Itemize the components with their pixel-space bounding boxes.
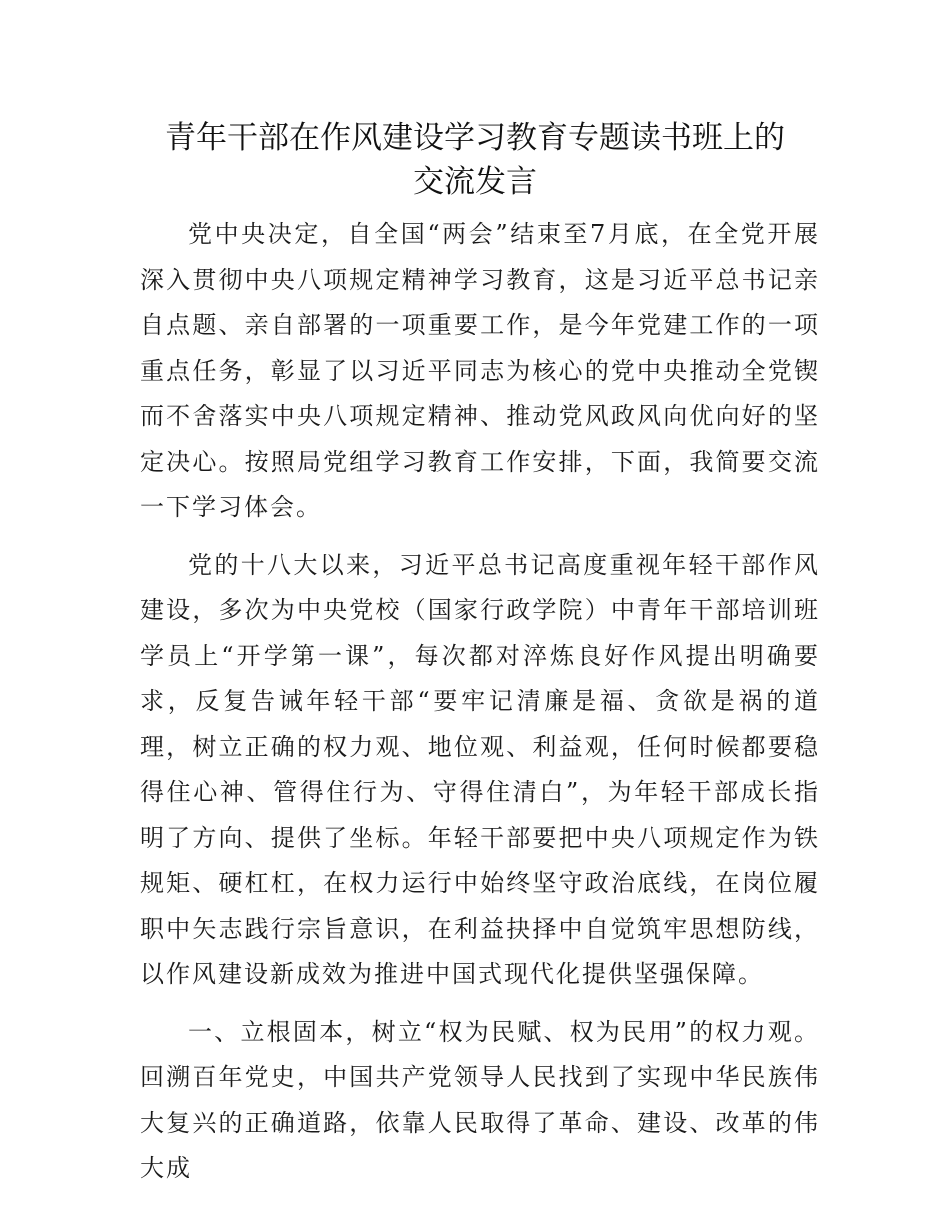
document-title-line-1: 青年干部在作风建设学习教育专题读书班上的 (165, 120, 785, 156)
document-title-line-2: 交流发言 (413, 164, 537, 200)
document-body (140, 212, 820, 1192)
paragraph-background: 党的十八大以来，习近平总书记高度重视年轻干部作风建设，多次为中央党校（国家行政学院）中青年干部培训班学员上“开学第一课”，每次都对淬炼良好作风提出明确要求，反复告诫年轻干部“要牢记清廉是福、贪欲是祸的道理，树立正确的权力观、地位观、利益观，任何时候都要稳得住心神、管得住行为、守得住清白”，为年轻干部成长指明了方向、提供了坐标。年轻干部要把中央八项规定作为铁规矩、硬杠杠，在权力运行中始终坚守政治底线，在岗位履职中矢志践行宗旨意识，在利益抉择中自觉筑牢思想防线，以作风建设新成效为推进中国式现代化提供坚强保障。 (140, 550, 820, 988)
paragraph-intro: 党中央决定，自全国“两会”结束至7月底，在全党开展深入贯彻中央八项规定精神学习教育，这是习近平总书记亲自点题、亲自部署的一项重要工作，是今年党建工作的一项重点任务，彰显了以习近平同志为核心的党中央推动全党锲而不舍落实中央八项规定精神、推动党风政风向优向好的坚定决心。按照局党组学习教育工作安排，下面，我简要交流一下学习体会。 (140, 220, 820, 521)
paragraph-section-one: 一、立根固本，树立“权为民赋、权为民用”的权力观。回溯百年党史，中国共产党领导人民找到了实现中华民族伟大复兴的正确道路，依靠人民取得了革命、建设、改革的伟大成 (140, 1017, 820, 1182)
